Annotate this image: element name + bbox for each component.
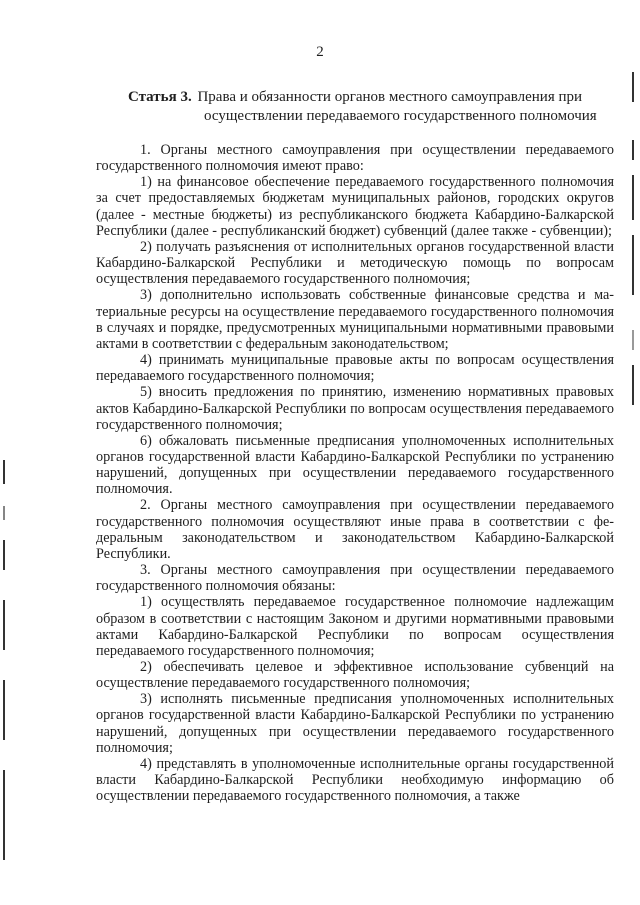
article-label: Статья 3. xyxy=(128,89,192,105)
article-body xyxy=(96,142,614,804)
scan-mark-right-1 xyxy=(632,72,634,102)
scan-mark-left-3 xyxy=(3,540,5,570)
scan-mark-left-6 xyxy=(3,770,5,860)
paragraph-1-item-5: 5) вносить предложения по принятию, изменению нормативных правовых актов Кабардино-Балкарской Республики по вопросам осуществления передаваемого государственного полномочия; xyxy=(96,384,614,433)
scan-mark-right-3 xyxy=(632,175,634,220)
paragraph-1-item-1: 1) на финансовое обеспечение передаваемого государственного полномочия за счет предоставляемых бюджетам муниципальных районов, городских округов (далее - местные бюджеты) из республиканского бюджета Кабардино-Балкарской Республики (далее - республиканский бюджет) субвенций (далее также - субвенции); xyxy=(96,174,614,239)
scan-mark-left-1 xyxy=(3,460,5,484)
scan-mark-right-6 xyxy=(632,365,634,405)
scan-mark-left-2 xyxy=(3,506,5,520)
paragraph-3-item-1: 1) осуществлять передаваемое государственное полномочие надлежащим образом в соответствии с настоящим Законом и другими нормативными правовыми актами Кабардино-Балкарской Республики по вопросам осуществления передаваемого государственного полномочия; xyxy=(96,594,614,659)
paragraph-1-item-3: 3) дополнительно использовать собственные финансовые средства и материальные ресурсы на осуществление передаваемого государственного полномочия в случаях и порядке, предусмотренных муниципальными нормативными правовыми актами в соответствии с федеральным законодательством; xyxy=(96,287,614,352)
paragraph-3-item-3: 3) исполнять письменные предписания уполномоченных исполнительных органов государственной власти Кабардино-Балкарской Республики по устранению нарушений, допущенных при осуществлении передаваемого государственного полномочия; xyxy=(96,691,614,756)
article-heading xyxy=(128,88,618,126)
scan-mark-left-4 xyxy=(3,600,5,650)
page-number: 2 xyxy=(316,44,324,60)
paragraph-1: 1. Органы местного самоуправления при осуществлении передаваемого государственного полномочия имеют право: xyxy=(96,142,614,175)
paragraph-1-item-2: 2) получать разъяснения от исполнительных органов государственной власти Кабардино-Балкарской Республики и методическую помощь по вопросам осуществления передаваемого государственного полномочия; xyxy=(96,238,614,288)
paragraph-1-item-4: 4) принимать муниципальные правовые акты по вопросам осуществления передаваемого государственного полномочия; xyxy=(96,352,614,385)
article-title-line-1: Права и обязанности органов местного самоуправления при xyxy=(197,89,583,105)
scan-mark-right-2 xyxy=(632,140,634,160)
scan-mark-right-4 xyxy=(632,235,634,295)
paragraph-3: 3. Органы местного самоуправления при осуществлении передаваемого государственного полномочия обязаны: xyxy=(96,562,614,595)
paragraph-1-item-6: 6) обжаловать письменные предписания уполномоченных исполнительных органов государственной власти Кабардино-Балкарской Республики по устранению нарушений, допущенных при осуществлении передаваемого государственного полномочия. xyxy=(96,432,614,498)
scan-mark-left-5 xyxy=(3,680,5,740)
scan-mark-right-5 xyxy=(632,330,634,350)
paragraph-3-item-4: 4) представлять в уполномоченные исполнительные органы государственной власти Кабардино-Балкарской Республики необходимую информацию об осуществлении передаваемого государственного полномочия, а также xyxy=(96,755,614,805)
article-title-line-2: осуществлении передаваемого государственного полномочия xyxy=(204,108,597,124)
paragraph-2: 2. Органы местного самоуправления при осуществлении передаваемого государственного полномочия осуществляют иные права в соответствии с федеральным законодательством и законодательством Кабардино-Балкарской Республики. xyxy=(96,497,614,562)
paragraph-3-item-2: 2) обеспечивать целевое и эффективное использование субвенций на осуществление передаваемого государственного полномочия; xyxy=(96,659,614,692)
